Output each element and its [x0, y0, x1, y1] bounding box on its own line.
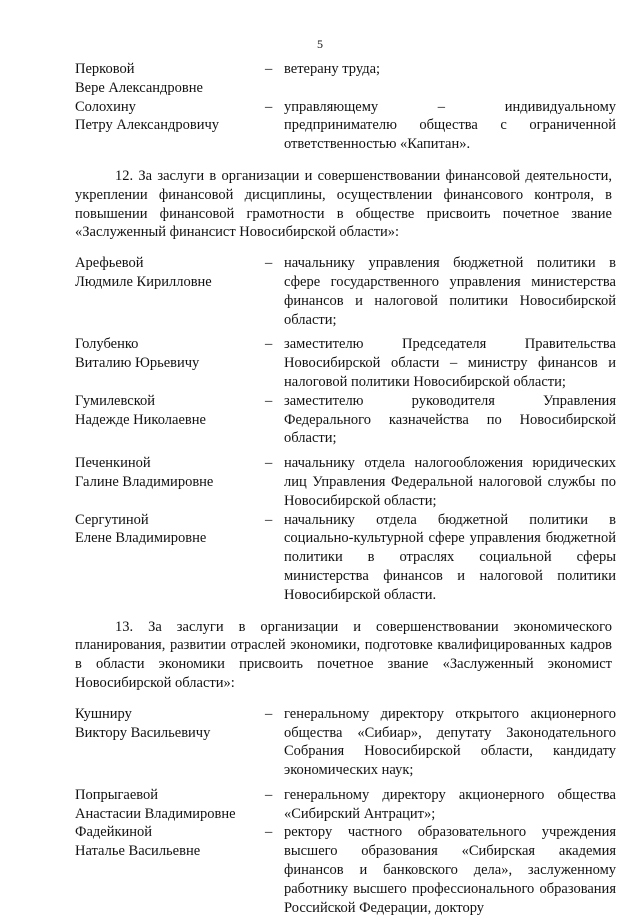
award-entry	[75, 454, 616, 510]
surname: Арефьевой	[75, 255, 144, 272]
dash: –	[265, 392, 273, 409]
document-body	[75, 60, 616, 917]
dash: –	[265, 61, 273, 77]
recipient-position: начальнику отдела бюджетной политики в социально-культурной сфере управления бюджетной политики в отраслях социальной сферы министерства финансов и налоговой политики Новосибирской области.	[284, 511, 616, 603]
award-entry	[75, 786, 616, 824]
recipient-position: управляющему – индивидуальному предпринимателю общества с ограниченной ответственностью «Капитан».	[284, 98, 616, 153]
given-names: Елене Владимировне	[75, 530, 207, 547]
recipient-name	[75, 254, 265, 292]
recipient-position: начальнику управления бюджетной политики в сфере государственного управления министерства финансов и налоговой политики Новосибирской области;	[284, 255, 616, 328]
recipient-name	[75, 823, 265, 861]
section-12-paragraph: 12. За заслуги в организации и совершенствовании финансовой деятельности, укреплении финансовой дисциплины, осуществлении финансового контроля, в повышении финансовой грамотности в обществе присвоить почетное звание «Заслуженный финансист Новосибирской области»:	[75, 167, 612, 241]
recipient-position: начальнику отдела налогообложения юридических лиц Управления Федеральной налоговой службы по Новосибирской области;	[284, 455, 616, 509]
dash: –	[265, 705, 273, 722]
given-names: Петру Александровичу	[75, 117, 220, 134]
section-13-paragraph: 13. За заслуги в организации и совершенствовании экономического планирования, развитии отраслей экономики, подготовке квалифицированных кадров в области экономики присвоить почетное звание «Заслуженный экономист Новосибирской области»:	[75, 618, 612, 691]
page-number: 5	[317, 37, 323, 51]
given-names: Анастасии Владимировне	[75, 805, 236, 822]
recipient-name	[75, 392, 265, 430]
recipient-name	[75, 335, 265, 373]
surname: Гумилевской	[75, 392, 156, 409]
surname: Солохину	[75, 98, 136, 115]
recipient-name	[75, 705, 265, 743]
award-entry	[75, 392, 616, 448]
dash: –	[265, 786, 273, 803]
award-entry	[75, 705, 616, 780]
award-entry	[75, 335, 616, 391]
dash: –	[265, 98, 273, 115]
recipient-position: ветерану труда;	[284, 61, 381, 77]
recipient-name	[75, 454, 265, 492]
surname: Печенкиной	[75, 455, 151, 472]
surname: Перковой	[75, 61, 135, 77]
award-entry	[75, 254, 616, 329]
recipient-name	[75, 511, 265, 549]
given-names: Надежде Николаевне	[75, 411, 206, 428]
given-names: Вере Александровне	[75, 79, 203, 96]
recipient-position: заместителю Председателя Правительства Новосибирской области – министру финансов и налоговой политики Новосибирской области;	[284, 336, 616, 390]
recipient-position: заместителю руководителя Управления Федерального казначейства по Новосибирской области;	[284, 392, 616, 447]
given-names: Виктору Васильевичу	[75, 724, 211, 741]
recipient-position: ректору частного образовательного учреждения высшего образования «Сибирская академия финансов и банковского дела», заслуженному работнику высшего профессионального образования Российской Федерации, доктору	[284, 824, 616, 916]
dash: –	[265, 455, 273, 472]
recipient-name	[75, 98, 265, 136]
award-entry	[75, 511, 616, 605]
award-entry	[75, 60, 612, 98]
surname: Кушниру	[75, 705, 132, 722]
given-names: Галине Владимировне	[75, 473, 214, 490]
surname: Сергутиной	[75, 511, 149, 528]
given-names: Наталье Васильевне	[75, 843, 201, 860]
given-names: Людмиле Кирилловне	[75, 273, 212, 290]
dash: –	[265, 255, 273, 272]
award-entry	[75, 823, 616, 917]
surname: Голубенко	[75, 336, 139, 353]
recipient-name	[75, 786, 265, 824]
given-names: Виталию Юрьевичу	[75, 355, 200, 372]
dash: –	[265, 511, 273, 528]
recipient-position: генеральному директору открытого акционерного общества «Сибиар», депутату Законодательного Собрания Новосибирской области, кандидату экономических наук;	[284, 705, 616, 779]
dash: –	[265, 824, 273, 841]
surname: Попрыгаевой	[75, 786, 159, 803]
award-entry	[75, 98, 616, 154]
dash: –	[265, 336, 273, 353]
recipient-position: генеральному директору акционерного общества «Сибирский Антрацит»;	[284, 786, 616, 822]
recipient-name	[75, 60, 265, 98]
surname: Фадейкиной	[75, 824, 153, 841]
